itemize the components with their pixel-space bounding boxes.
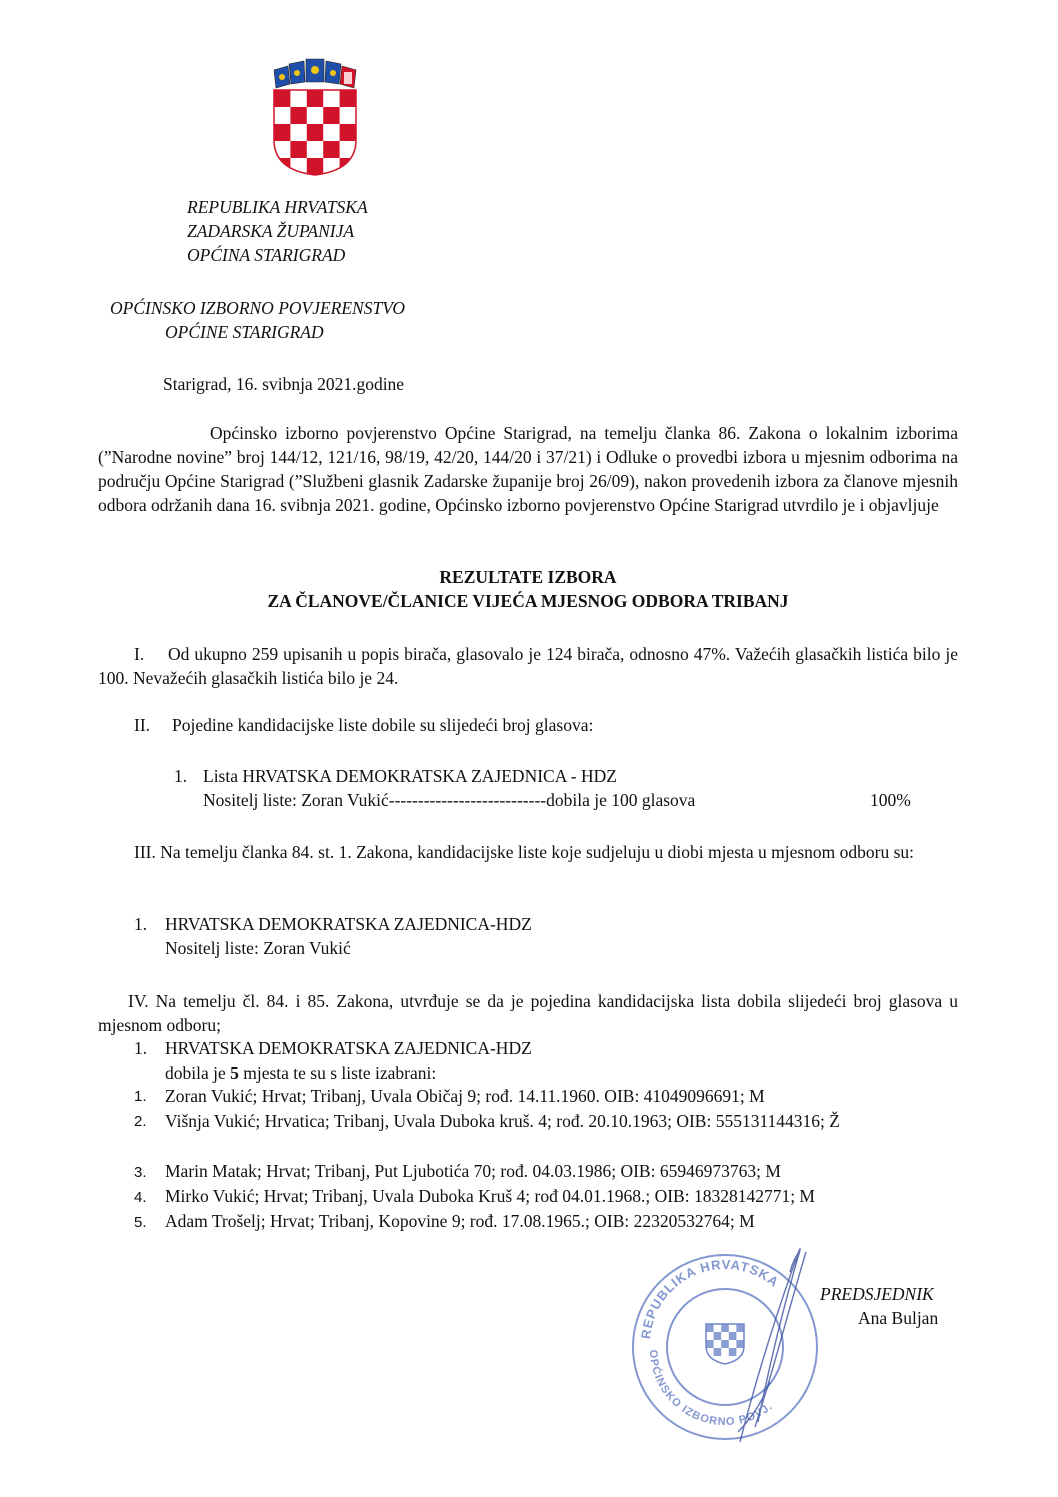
section-3-text: III. Na temelju članka 84. st. 1. Zakona, kandidacijske liste koje sudjeluju u diobi mjesta u mjesnom odboru su: xyxy=(134,842,915,862)
header-republic: REPUBLIKA HRVATSKA xyxy=(187,197,368,217)
svg-text:OPĆINSKO IZBORNO POVJ.: OPĆINSKO IZBORNO POVJ. xyxy=(646,1349,776,1429)
seats-suffix: mjesta te su s liste izabrani: xyxy=(238,1063,437,1083)
crown-icon xyxy=(274,59,356,88)
member-1: Zoran Vukić; Hrvat; Tribanj, Uvala Običaj 9; rođ. 14.11.1960. OIB: 41049096691; M xyxy=(165,1086,765,1106)
member-1-number: 1. xyxy=(134,1088,147,1105)
section-1-text: Od ukupno 259 upisanih u popis birača, glasovalo je 124 birača, odnosno 47%. Važećih glasačkih listića bilo je 100. Nevažećih glasačkih listića bilo je 24. xyxy=(98,644,958,688)
stamp-shield-icon xyxy=(706,1324,744,1364)
signature-name: Ana Buljan xyxy=(858,1308,939,1328)
section-4-item-number: 1. xyxy=(134,1038,148,1058)
section-4-seats-line xyxy=(165,1062,436,1084)
section-4-list-name: HRVATSKA DEMOKRATSKA ZAJEDNICA-HDZ xyxy=(165,1038,532,1058)
section-3-list-holder: Nositelj liste: Zoran Vukić xyxy=(165,938,351,958)
member-4: Mirko Vukić; Hrvat; Tribanj, Uvala Duboka Kruš 4; rođ 04.01.1968.; OIB: 18328142771; M xyxy=(165,1186,815,1206)
svg-text:REPUBLIKA HRVATSKA: REPUBLIKA HRVATSKA xyxy=(638,1256,783,1340)
member-5-number: 5. xyxy=(134,1214,147,1231)
member-4-number: 4. xyxy=(134,1189,147,1206)
section-2-text: Pojedine kandidacijske liste dobile su slijedeći broj glasova: xyxy=(172,715,594,735)
member-2-number: 2. xyxy=(134,1113,147,1130)
header-county: ZADARSKA ŽUPANIJA xyxy=(187,221,355,241)
section-2-list-percent: 100% xyxy=(870,790,911,810)
section-2-number: II. xyxy=(134,715,151,735)
member-3: Marin Matak; Hrvat; Tribanj, Put Ljubotića 70; rođ. 04.03.1986; OIB: 65946973763; M xyxy=(165,1161,781,1181)
title-line-1: REZULTATE IZBORA xyxy=(439,567,617,587)
intro-paragraph: Općinsko izborno povjerenstvo Općine Starigrad, na temelju članka 86. Zakona o lokalnim izborima (”Narodne novine” broj 144/12, 121/16, 98/19, 42/20, 144/20 i 37/21) i Odluke o provedbi izbora u mjesnim odborima na području Općine Starigrad (”Službeni glasnik Zadarske županije broj 26/09), nakon provedenih izbora za članove mjesnih odbora održanih dana 16. svibnja 2021. godine, Općinsko izborno povjerenstvo Općine Starigrad utvrdilo je i objavljuje xyxy=(98,423,958,515)
header-commission: OPĆINSKO IZBORNO POVJERENSTVO xyxy=(110,298,406,318)
official-stamp xyxy=(620,1232,830,1462)
seats-prefix: dobila je xyxy=(165,1063,231,1083)
title-line-2: ZA ČLANOVE/ČLANICE VIJEĆA MJESNOG ODBORA TRIBANJ xyxy=(267,591,789,611)
section-1-number: I. xyxy=(134,644,145,664)
member-5: Adam Trošelj; Hrvat; Tribanj, Kopovine 9; rođ. 17.08.1965.; OIB: 22320532764; M xyxy=(165,1211,755,1231)
member-3-number: 3. xyxy=(134,1164,147,1181)
section-3-item-number: 1. xyxy=(134,914,148,934)
header-commission-municipality: OPĆINE STARIGRAD xyxy=(165,322,324,342)
coat-of-arms-logo xyxy=(270,58,360,176)
member-2: Višnja Vukić; Hrvatica; Tribanj, Uvala Duboka kruš. 4; rođ. 20.10.1963; OIB: 555131144316; Ž xyxy=(165,1111,840,1131)
section-3-list-name: HRVATSKA DEMOKRATSKA ZAJEDNICA-HDZ xyxy=(165,914,532,934)
document-date: Starigrad, 16. svibnja 2021.godine xyxy=(163,374,405,394)
seats-count: 5 xyxy=(230,1063,239,1083)
signature-role: PREDSJEDNIK xyxy=(820,1284,934,1304)
section-2-item-number: 1. xyxy=(174,766,188,786)
section-2-list-holder: Nositelj liste: Zoran Vukić---------------------------dobila je 100 glasova xyxy=(203,790,696,810)
section-4-text: IV. Na temelju čl. 84. i 85. Zakona, utvrđuje se da je pojedina kandidacijska lista dobila slijedeći broj glasova u mjesnom odboru; xyxy=(98,991,958,1035)
section-2-list-name: Lista HRVATSKA DEMOKRATSKA ZAJEDNICA - HDZ xyxy=(203,766,617,786)
header-municipality: OPĆINA STARIGRAD xyxy=(187,245,346,265)
